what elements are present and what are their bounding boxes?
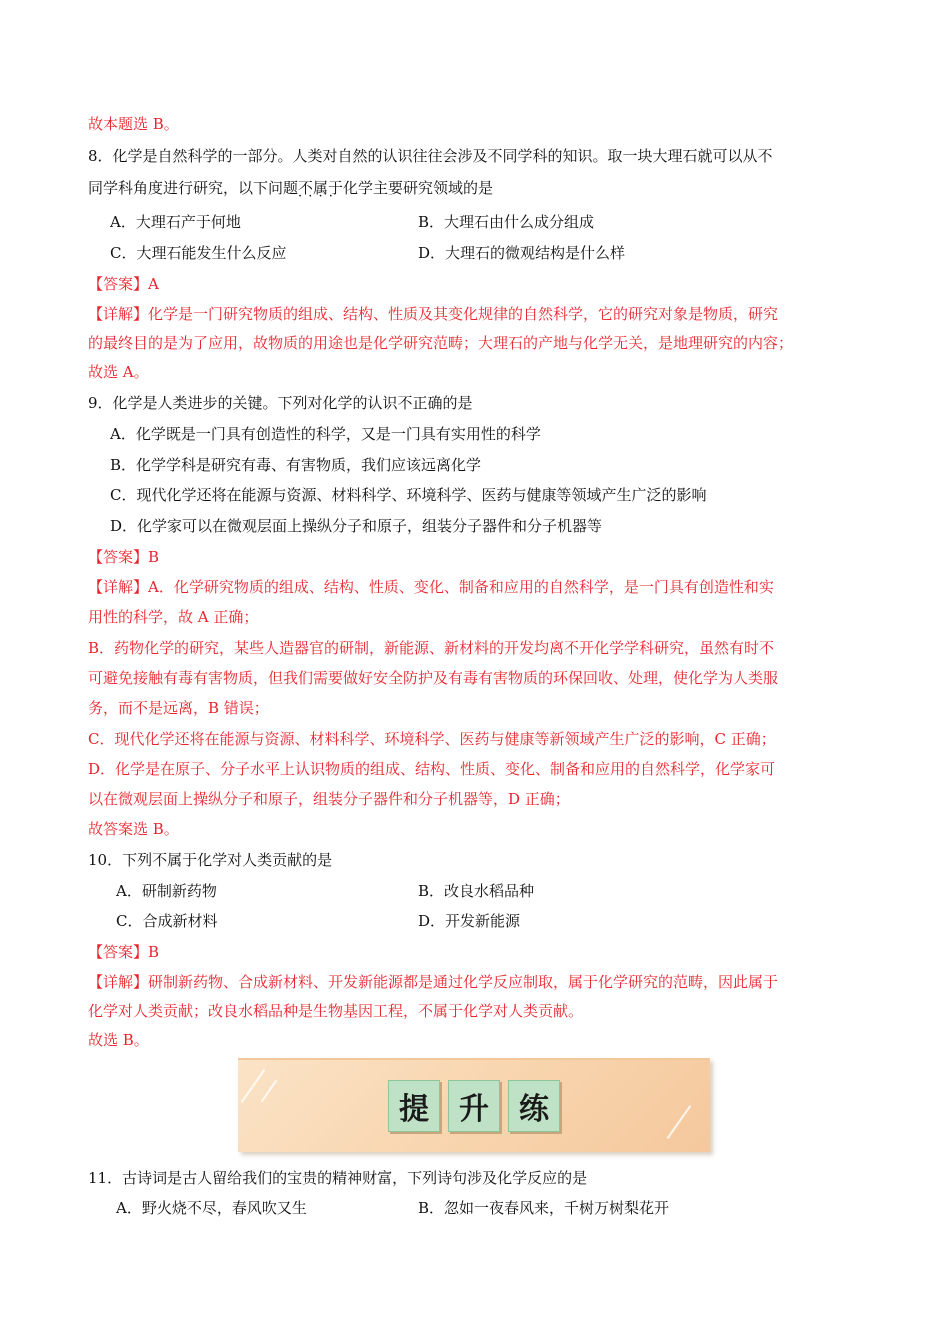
- q9-detail-line: C．现代化学还将在能源与资源、材料科学、环境科学、医药与健康等新领域产生广泛的影响，C 正确；: [88, 730, 776, 748]
- q8-detail-line: 的最终目的是为了应用，故物质的用途也是化学研究范畴；大理石的产地与化学无关，是地理研究的内容；: [88, 334, 794, 352]
- q8-detail-line: 【详解】化学是一门研究物质的组成、结构、性质及其变化规律的自然科学，它的研究对象是物质，研究: [88, 305, 779, 323]
- q8-option-c: C．大理石能发生什么反应: [110, 244, 287, 262]
- q10-detail-line: 故选 B。: [88, 1031, 149, 1049]
- q11-option-a: A．野火烧不尽，春风吹又生: [116, 1199, 307, 1217]
- q10-detail-line: 【详解】研制新药物、合成新材料、开发新能源都是通过化学反应制取，属于化学研究的范畴，因此属于: [88, 973, 779, 991]
- q10-option-b: B．改良水稻品种: [418, 882, 535, 900]
- q10-option-d: D．开发新能源: [418, 912, 521, 930]
- q9-detail-line: B．药物化学的研究，某些人造器官的研制，新能源、新材料的开发均离不开化学学科研究，虽然有时不: [88, 639, 775, 657]
- banner-char: 提: [388, 1080, 440, 1132]
- q8-stem-line2: [88, 178, 493, 198]
- q10-detail-line: 化学对人类贡献；改良水稻品种是生物基因工程，不属于化学对人类贡献。: [88, 1002, 584, 1020]
- q9-detail-line: 用性的科学，故 A 正确；: [88, 608, 259, 626]
- q9-option-d: D．化学家可以在微观层面上操纵分子和原子，组装分子器件和分子机器等: [110, 517, 603, 535]
- q11-option-b: B．忽如一夜春风来，千树万树梨花开: [418, 1199, 670, 1217]
- q8-option-a: A．大理石产于何地: [110, 213, 241, 231]
- q9-option-b: B．化学学科是研究有毒、有害物质，我们应该远离化学: [110, 456, 482, 474]
- banner-decor-stroke: [667, 1105, 692, 1139]
- q9-detail-line: 以在微观层面上操纵分子和原子，组装分子器件和分子机器等，D 正确；: [88, 790, 570, 808]
- q9-option-c: C．现代化学还将在能源与资源、材料科学、环境科学、医药与健康等领域产生广泛的影响: [110, 486, 707, 504]
- banner-decor-stroke: [261, 1080, 278, 1102]
- banner-char: 升: [448, 1080, 500, 1132]
- q8-stem-emphasis: 不属于 · · · ·: [298, 178, 343, 198]
- q8-stem-post: 化学主要研究领域的是: [343, 179, 494, 197]
- q10-option-c: C．合成新材料: [116, 912, 218, 930]
- q8-stem-line1: 8．化学是自然科学的一部分。人类对自然的认识往往会涉及不同学科的知识。取一块大理石就可以从不: [88, 147, 773, 165]
- q9-option-a: A．化学既是一门具有创造性的科学，又是一门具有实用性的科学: [110, 425, 541, 443]
- banner-title: [388, 1080, 560, 1132]
- q8-stem-pre: 同学科角度进行研究，以下问题: [88, 179, 299, 197]
- q9-detail-line: 务，而不是远离，B 错误；: [88, 699, 269, 717]
- q10-stem: 10．下列不属于化学对人类贡献的是: [88, 851, 333, 869]
- q10-answer: 【答案】B: [88, 943, 160, 961]
- banner-char: 练: [508, 1080, 560, 1132]
- q8-detail-line: 故选 A。: [88, 363, 149, 381]
- q9-stem: 9．化学是人类进步的关键。下列对化学的认识不正确的是: [88, 394, 473, 412]
- q9-detail-line: 故答案选 B。: [88, 820, 179, 838]
- q8-option-b: B．大理石由什么成分组成: [418, 213, 595, 231]
- q9-detail-line: 可避免接触有毒有害物质，但我们需要做好安全防护及有毒有害物质的环保回收、处理，使化学为人类服: [88, 669, 779, 687]
- q7-conclusion: 故本题选 B。: [88, 115, 179, 133]
- section-banner: [238, 1058, 710, 1152]
- q8-answer: 【答案】A: [88, 275, 159, 293]
- q8-option-d: D．大理石的微观结构是什么样: [418, 244, 626, 262]
- q11-stem: 11．古诗词是古人留给我们的宝贵的精神财富，下列诗句涉及化学反应的是: [88, 1169, 588, 1187]
- q10-option-a: A．研制新药物: [116, 882, 217, 900]
- q9-detail-line: 【详解】A．化学研究物质的组成、结构、性质、变化、制备和应用的自然科学，是一门具有创造性和实: [88, 578, 774, 596]
- q9-answer: 【答案】B: [88, 548, 160, 566]
- q9-detail-line: D．化学是在原子、分子水平上认识物质的组成、结构、性质、变化、制备和应用的自然科学，化学家可: [88, 760, 776, 778]
